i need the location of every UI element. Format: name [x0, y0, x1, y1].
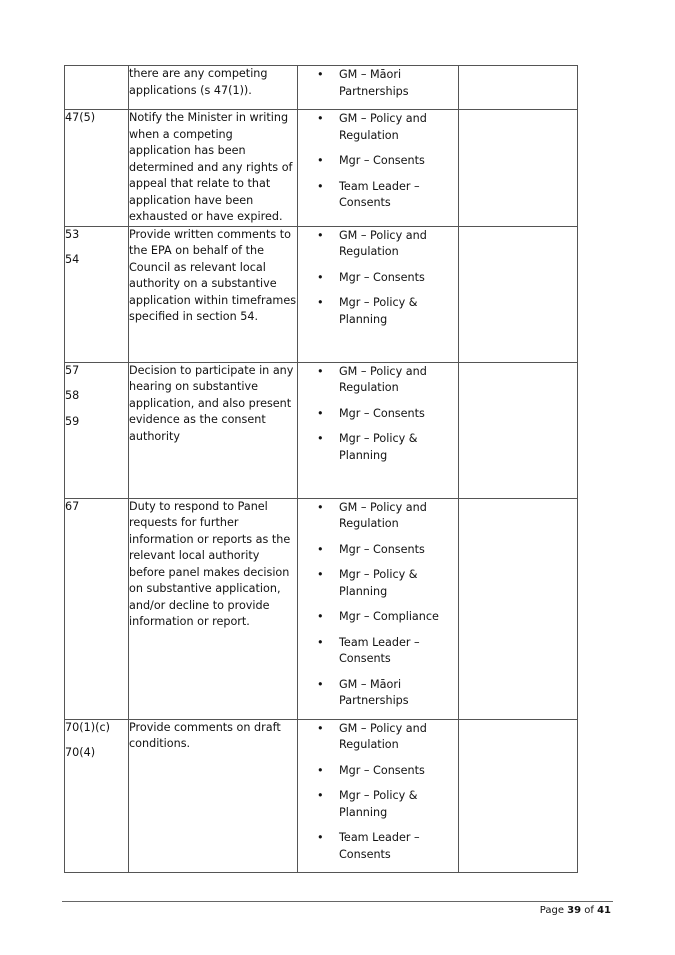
- role-item: • GM – Policy and Regulation: [298, 111, 458, 144]
- section-cell: [65, 498, 129, 719]
- role-item: • Mgr – Policy & Planning: [298, 295, 458, 328]
- page-current: 39: [567, 905, 582, 916]
- section-cell: [65, 719, 129, 873]
- description-cell: there are any competing applications (s 47(1)).: [129, 66, 298, 110]
- page-label: Page: [539, 905, 568, 916]
- role-item: • Mgr – Consents: [298, 406, 458, 423]
- roles-cell: [298, 498, 459, 719]
- description-cell: Duty to respond to Panel requests for further information or reports as the relevant local authority before panel makes decision on substantive application, and/or decline to provide information or report.: [129, 498, 298, 719]
- notes-cell: [459, 498, 578, 719]
- table-row: [65, 362, 578, 498]
- role-item: • GM – Policy and Regulation: [298, 228, 458, 261]
- section-number: 59: [65, 414, 80, 428]
- section-number: 70(1)(c): [65, 720, 110, 734]
- delegations-table: [64, 65, 578, 873]
- section-cell: [65, 66, 129, 110]
- section-cell: [65, 362, 129, 498]
- notes-cell: [459, 110, 578, 227]
- description-cell: Provide comments on draft conditions.: [129, 719, 298, 873]
- description-cell: Notify the Minister in writing when a competing application has been determined and any rights of appeal that relate to that application have been exhausted or have expired.: [129, 110, 298, 227]
- roles-list: [298, 720, 458, 864]
- role-item: • Mgr – Policy & Planning: [298, 788, 458, 821]
- role-item: • GM – Policy and Regulation: [298, 721, 458, 754]
- roles-cell: [298, 719, 459, 873]
- section-number: 47(5): [65, 111, 96, 124]
- role-item: • GM – Policy and Regulation: [298, 500, 458, 533]
- role-item: • Mgr – Consents: [298, 542, 458, 559]
- table-row: [65, 110, 578, 227]
- roles-cell: [298, 362, 459, 498]
- role-item: • Mgr – Consents: [298, 763, 458, 780]
- role-item: • GM – Māori Partnerships: [298, 67, 458, 100]
- page-footer: [540, 904, 611, 918]
- roles-list: [298, 110, 458, 212]
- section-number: 57: [65, 363, 80, 377]
- notes-cell: [459, 226, 578, 362]
- table-row: [65, 66, 578, 110]
- notes-cell: [459, 719, 578, 873]
- roles-cell: [298, 110, 459, 227]
- description-cell: Decision to participate in any hearing on substantive application, and also present evidence as the consent authority: [129, 362, 298, 498]
- footer-divider: [62, 901, 613, 902]
- roles-list: [298, 363, 458, 465]
- role-item: • Mgr – Consents: [298, 270, 458, 287]
- roles-list: [298, 499, 458, 710]
- role-item: • Team Leader – Consents: [298, 830, 458, 863]
- section-number: 54: [65, 253, 80, 266]
- section-number: 53: [65, 227, 80, 241]
- role-item: • GM – Māori Partnerships: [298, 677, 458, 710]
- role-item: • Team Leader – Consents: [298, 635, 458, 668]
- notes-cell: [459, 66, 578, 110]
- role-item: • Team Leader – Consents: [298, 179, 458, 212]
- roles-list: [298, 66, 458, 100]
- table-row: [65, 226, 578, 362]
- section-cell: [65, 226, 129, 362]
- role-item: • Mgr – Policy & Planning: [298, 431, 458, 464]
- table-row: [65, 719, 578, 873]
- section-number: 70(4): [65, 746, 96, 759]
- roles-list: [298, 227, 458, 329]
- role-item: • Mgr – Compliance: [298, 609, 458, 626]
- page-of: of: [581, 905, 598, 916]
- roles-cell: [298, 226, 459, 362]
- role-item: • Mgr – Consents: [298, 153, 458, 170]
- delegations-table-body: [65, 66, 578, 873]
- role-item: • GM – Policy and Regulation: [298, 364, 458, 397]
- page-total: 41: [597, 905, 611, 916]
- notes-cell: [459, 362, 578, 498]
- section-cell: [65, 110, 129, 227]
- role-item: • Mgr – Policy & Planning: [298, 567, 458, 600]
- description-cell: Provide written comments to the EPA on behalf of the Council as relevant local authority on a substantive application within timeframes specified in section 54.: [129, 226, 298, 362]
- section-number: 58: [65, 389, 80, 402]
- section-number: 67: [65, 499, 80, 513]
- table-row: [65, 498, 578, 719]
- roles-cell: [298, 66, 459, 110]
